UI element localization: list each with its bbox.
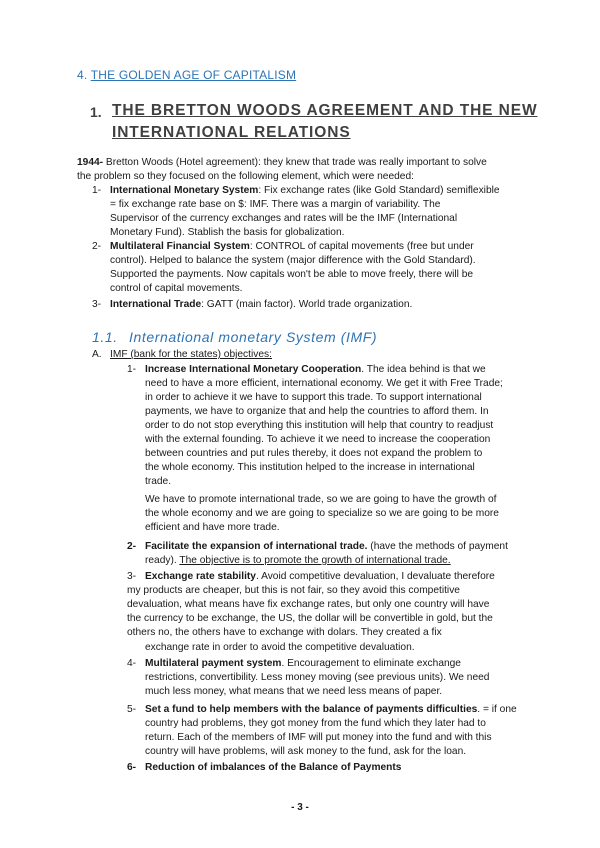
element-1-line-4: Monetary Fund). Stablish the basis for globalization.	[110, 227, 345, 238]
objective-4-line-1	[145, 657, 461, 671]
objective-2-number: 2-	[127, 541, 137, 552]
section-heading-prefix: 4.	[77, 68, 91, 82]
objective-4-text-1: . Encouragement to eliminate exchange	[281, 658, 461, 669]
objective-5-line-4: country will have problems, will ask money to the fund, ask for the loan.	[145, 746, 467, 757]
objective-5-line-2: country had problems, they got money from the fund which they later had to	[145, 718, 486, 729]
objective-1-title: Increase International Monetary Cooperation	[145, 364, 362, 375]
objective-2-underlined: The objective is to promote the growth of international trade.	[179, 555, 451, 566]
objective-4-title: Multilateral payment system	[145, 658, 282, 669]
objective-3-text-1: . Avoid competitive devaluation, I devaluate therefore	[255, 571, 495, 582]
objective-1-extra-2: the whole economy and we are going to specialize so we are going to be more	[145, 508, 499, 519]
list-a-letter: A.	[92, 349, 102, 360]
page-number: - 3 -	[291, 802, 309, 813]
list-a-title: IMF (bank for the states) objectives:	[110, 349, 272, 360]
objective-5-text-1: . = if one	[477, 704, 517, 715]
subsection-number: 1.1.	[92, 329, 118, 345]
element-1-line-2: = fix exchange rate base on $: IMF. There was a margin of variability. The	[110, 199, 441, 210]
objective-3-line-3: devaluation, what means have fix exchange rates, but only one country will have	[127, 599, 490, 610]
objective-2-text-2: ready).	[145, 555, 180, 566]
objective-3-line-2: my products are cheaper, but this is not fair, so they avoid this competitive	[127, 585, 460, 596]
element-2-title: Multilateral Financial System	[110, 241, 250, 252]
element-1-text-1: : Fix exchange rates (like Gold Standard) semiflexible	[258, 185, 500, 196]
element-3-number: 3-	[92, 299, 102, 310]
subsection-title: International monetary System (IMF)	[129, 329, 378, 345]
objective-1-extra-3: efficient and have more trade.	[145, 522, 280, 533]
objective-1-line-3: in order to achieve it we have to support this trade. To support international	[145, 392, 482, 403]
objective-1-line-5: order to do not stop everything this institution will help that country to readjust	[145, 420, 494, 431]
element-2-number: 2-	[92, 241, 102, 252]
objective-1-number: 1-	[127, 364, 137, 375]
objective-2-line-1	[145, 540, 508, 554]
objective-1-line-6: with the external founding. To achieve it we need to increase the cooperation	[145, 434, 491, 445]
element-2-line-2: control). Helped to balance the system (major difference with the Gold Standard).	[110, 255, 476, 266]
objective-3-line-4: the currency to be exchange, the US, the dollar will be convertible in gold, but the	[127, 613, 493, 624]
element-3-text-1: : GATT (main factor). World trade organization.	[201, 299, 413, 310]
objective-1-line-4: payments, we have to organize that and help the countries to afford them. In	[145, 406, 489, 417]
element-1-title: International Monetary System	[110, 185, 259, 196]
objective-4-line-3: much less money, what means that we need less means of paper.	[145, 686, 443, 697]
chapter-number: 1.	[90, 104, 102, 120]
objective-2-text-1: (have the methods of payment	[367, 541, 508, 552]
objective-6-number: 6-	[127, 762, 137, 773]
chapter-title-line2: INTERNATIONAL RELATIONS	[112, 124, 351, 141]
objective-3-line-5: others no, the others have to exchange with dolars. They created a fix	[127, 627, 442, 638]
objective-5-line-1	[145, 703, 517, 717]
intro-year: 1944-	[77, 157, 104, 168]
objective-5-title: Set a fund to help members with the balance of payments difficulties	[145, 704, 478, 715]
element-1-line-1	[110, 184, 500, 198]
objective-1-line-1	[145, 363, 486, 377]
element-1-number: 1-	[92, 185, 102, 196]
objective-1-extra-1: We have to promote international trade, so we are going to have the growth of	[145, 494, 497, 505]
objective-3-number: 3-	[127, 571, 137, 582]
element-2-line-1	[110, 240, 474, 254]
objective-4-number: 4-	[127, 658, 137, 669]
objective-3-line-6: exchange rate in order to avoid the competitive devaluation.	[145, 642, 415, 653]
objective-6-title: Reduction of imbalances of the Balance of Payments	[145, 762, 402, 773]
objective-5-number: 5-	[127, 704, 137, 715]
element-2-line-3: Supported the payments. Now capitals won't be able to move freely, there will be	[110, 269, 474, 280]
objective-4-line-2: restrictions, convertibility. Less money moving (see previous units). We need	[145, 672, 490, 683]
objective-1-line-9: trade.	[145, 476, 172, 487]
intro-line-2: the problem so they focused on the following element, which were needed:	[77, 171, 414, 182]
objective-1-line-8: the whole economy. This institution helped to the increase in international	[145, 462, 475, 473]
intro-line-1	[77, 156, 487, 170]
element-1-line-3: Supervisor of the currency exchanges and rates will be the IMF (International	[110, 213, 458, 224]
element-2-text-1: : CONTROL of capital movements (free but under	[249, 241, 474, 252]
section-heading	[77, 68, 296, 82]
element-3-title: International Trade	[110, 299, 202, 310]
section-heading-title: THE GOLDEN AGE OF CAPITALISM	[90, 68, 297, 82]
objective-2-line-2	[145, 554, 451, 568]
objective-5-line-3: return. Each of the members of IMF will put money into the fund and with this	[145, 732, 492, 743]
objective-1-line-2: need to have a more efficient, international economy. We get it with Free Trade;	[145, 378, 503, 389]
objective-3-title: Exchange rate stability	[145, 571, 256, 582]
element-2-line-4: control of capital movements.	[110, 283, 243, 294]
element-3-line-1	[110, 298, 412, 312]
intro-text-1: Bretton Woods (Hotel agreement): they knew that trade was really important to solve	[103, 157, 487, 168]
objective-1-line-7: between countries and put rules thereby, it does not expand the problem to	[145, 448, 483, 459]
objective-2-title: Facilitate the expansion of international trade.	[145, 541, 368, 552]
objective-3-line-1	[145, 570, 495, 584]
objective-1-text-1: . The idea behind is that we	[361, 364, 486, 375]
chapter-title-line1: THE BRETTON WOODS AGREEMENT AND THE NEW	[112, 102, 538, 119]
